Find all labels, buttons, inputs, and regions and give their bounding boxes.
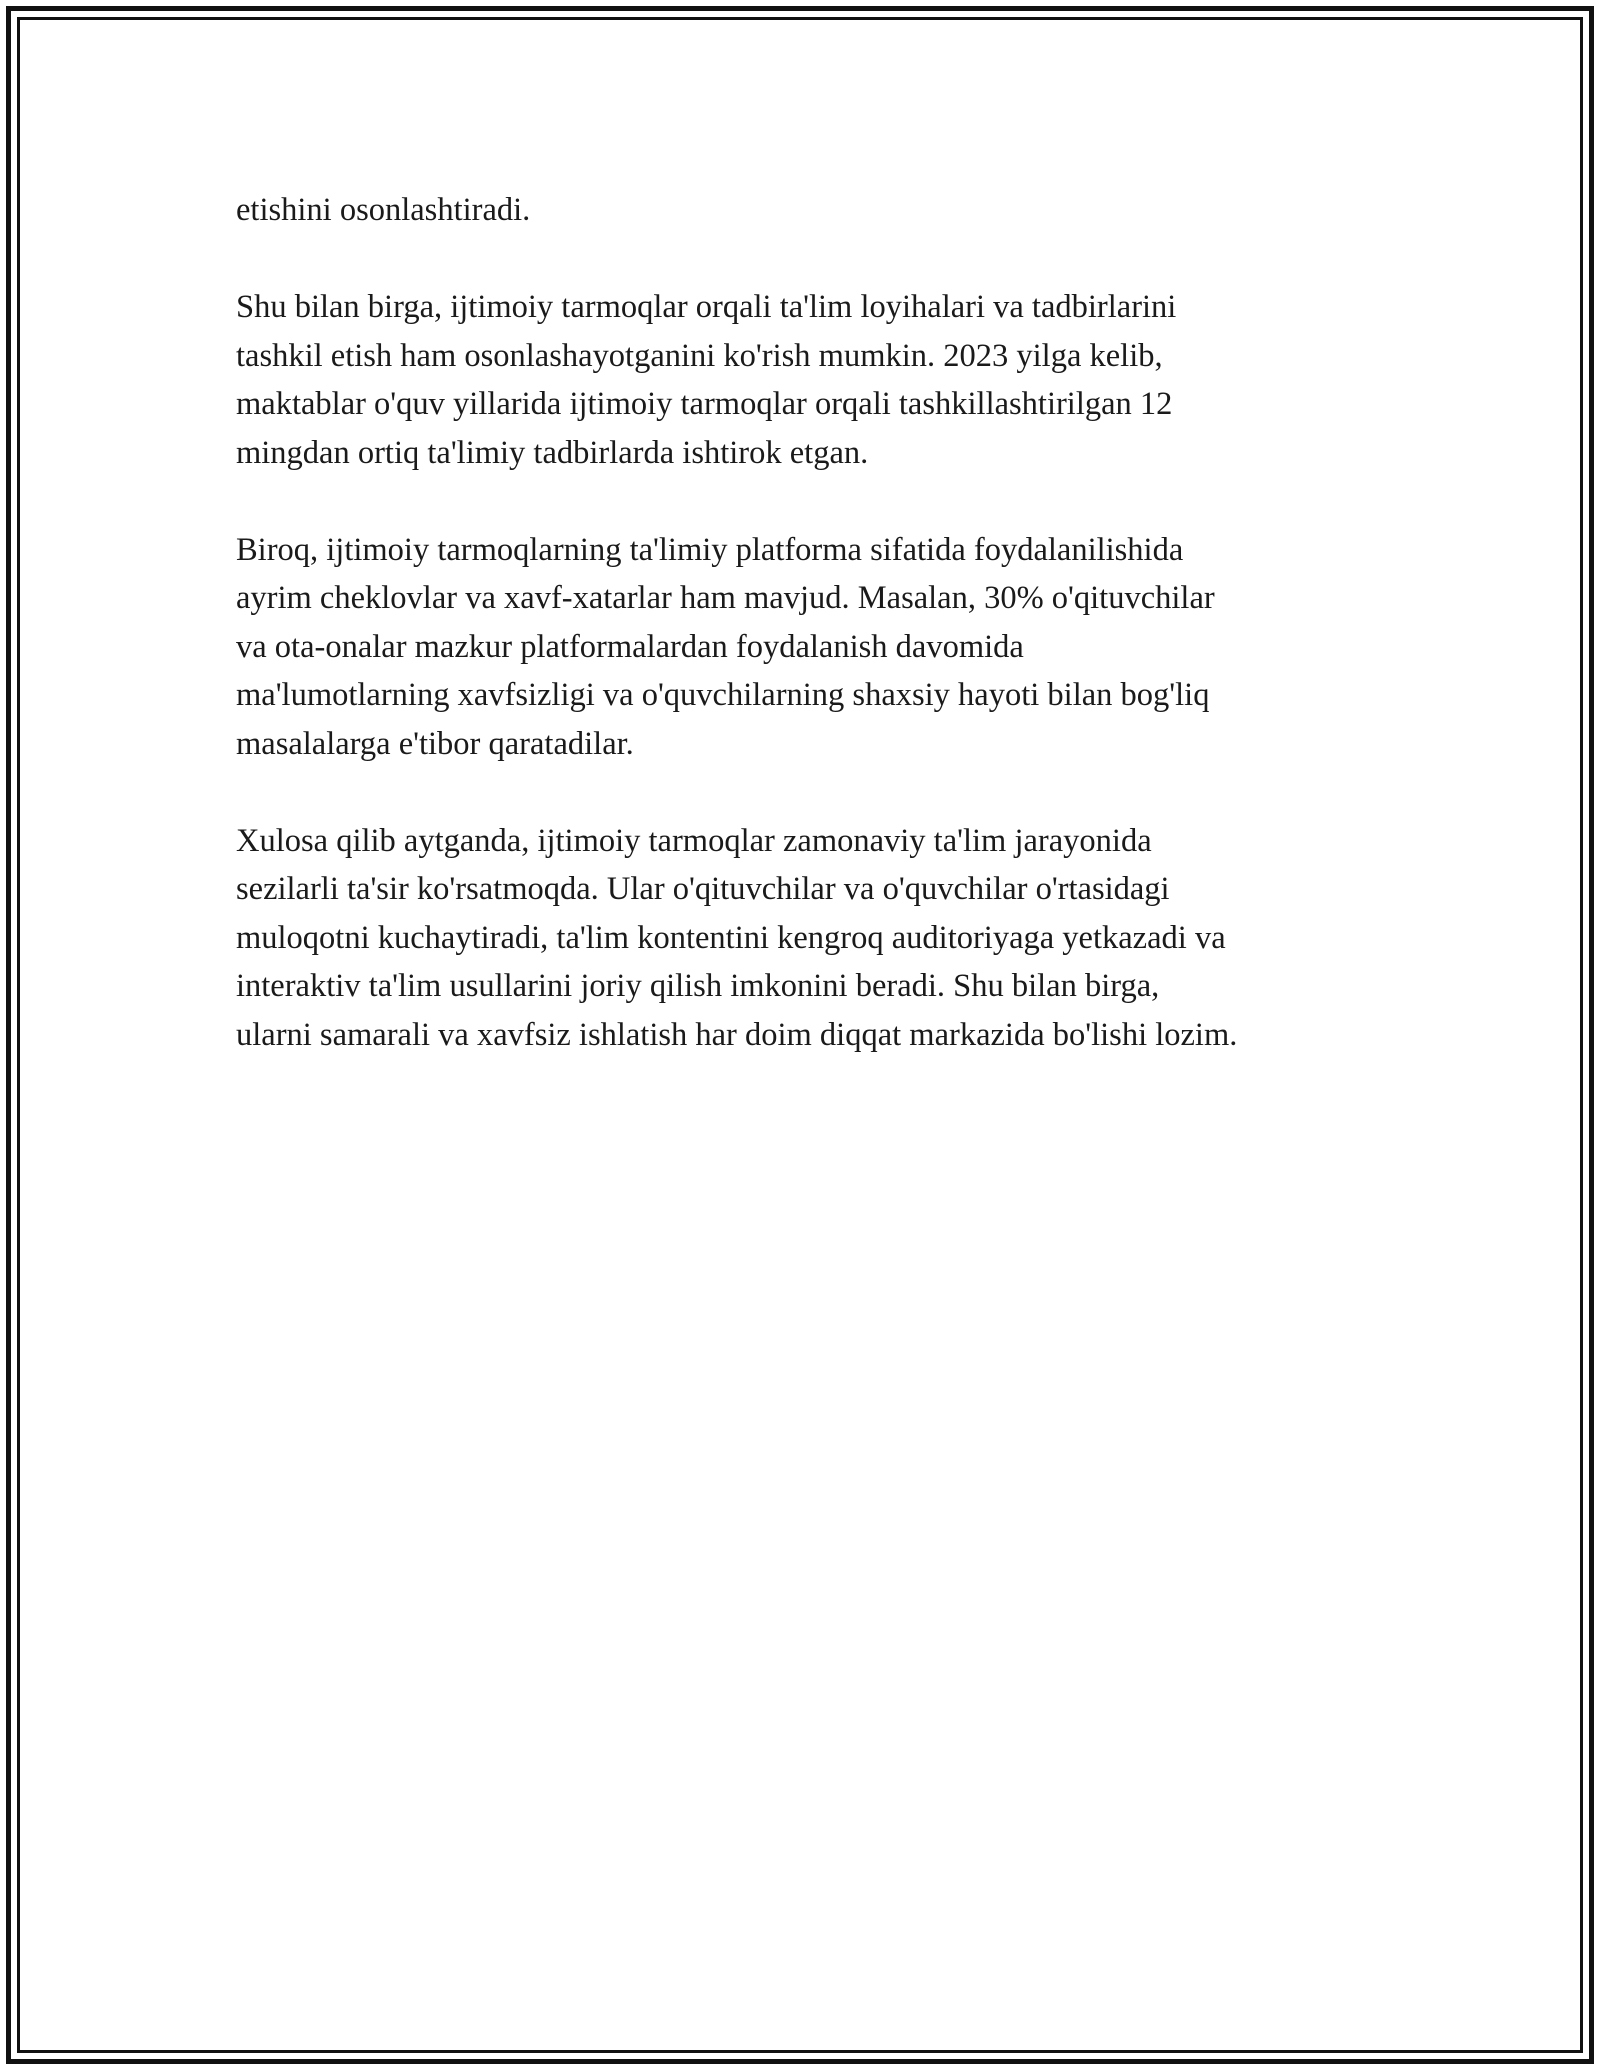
text-line: interaktiv ta'lim usullarini joriy qilish imkonini beradi. Shu bilan birga, (236, 968, 1160, 1004)
text-line: sezilarli ta'sir ko'rsatmoqda. Ular o'qituvchilar va o'quvchilar o'rtasidagi (236, 871, 1170, 907)
text-line: tashkil etish ham osonlashayotganini ko'rish mumkin. 2023 yilga kelib, (236, 337, 1163, 374)
text-line: muloqotni kuchaytiradi, ta'lim kontentini kengroq auditoriyaga yetkazadi va (236, 919, 1226, 956)
text-line: mingdan ortiq ta'limiy tadbirlarda ishtirok etgan. (236, 434, 869, 471)
paragraph-continuation (236, 186, 1396, 235)
paragraph-conclusion (236, 817, 1396, 1060)
paragraph-limitations-risks (236, 526, 1396, 769)
document-body (236, 186, 1396, 1108)
text-line: ma'lumotlarning xavfsizligi va o'quvchilarning shaxsiy hayoti bilan bog'liq (236, 677, 1210, 713)
text-line: masalalarga e'tibor qaratadilar. (236, 725, 634, 762)
paragraph-educational-events (236, 283, 1396, 477)
text-line: ularni samarali va xavfsiz ishlatish har doim diqqat markazida bo'lishi lozim. (236, 1016, 1238, 1053)
text-line: Biroq, ijtimoiy tarmoqlarning ta'limiy platforma sifatida foydalanilishida (236, 531, 1184, 568)
text-line: maktablar o'quv yillarida ijtimoiy tarmoqlar orqali tashkillashtirilgan 12 (236, 386, 1173, 422)
text-line: va ota-onalar mazkur platformalardan foydalanish davomida (236, 628, 1024, 665)
text-line: etishini osonlashtiradi. (236, 192, 531, 228)
text-line: Xulosa qilib aytganda, ijtimoiy tarmoqlar zamonaviy ta'lim jarayonida (236, 822, 1152, 859)
text-line: ayrim cheklovlar va xavf-xatarlar ham mavjud. Masalan, 30% o'qituvchilar (236, 580, 1215, 616)
text-line: Shu bilan birga, ijtimoiy tarmoqlar orqali ta'lim loyihalari va tadbirlarini (236, 289, 1177, 325)
